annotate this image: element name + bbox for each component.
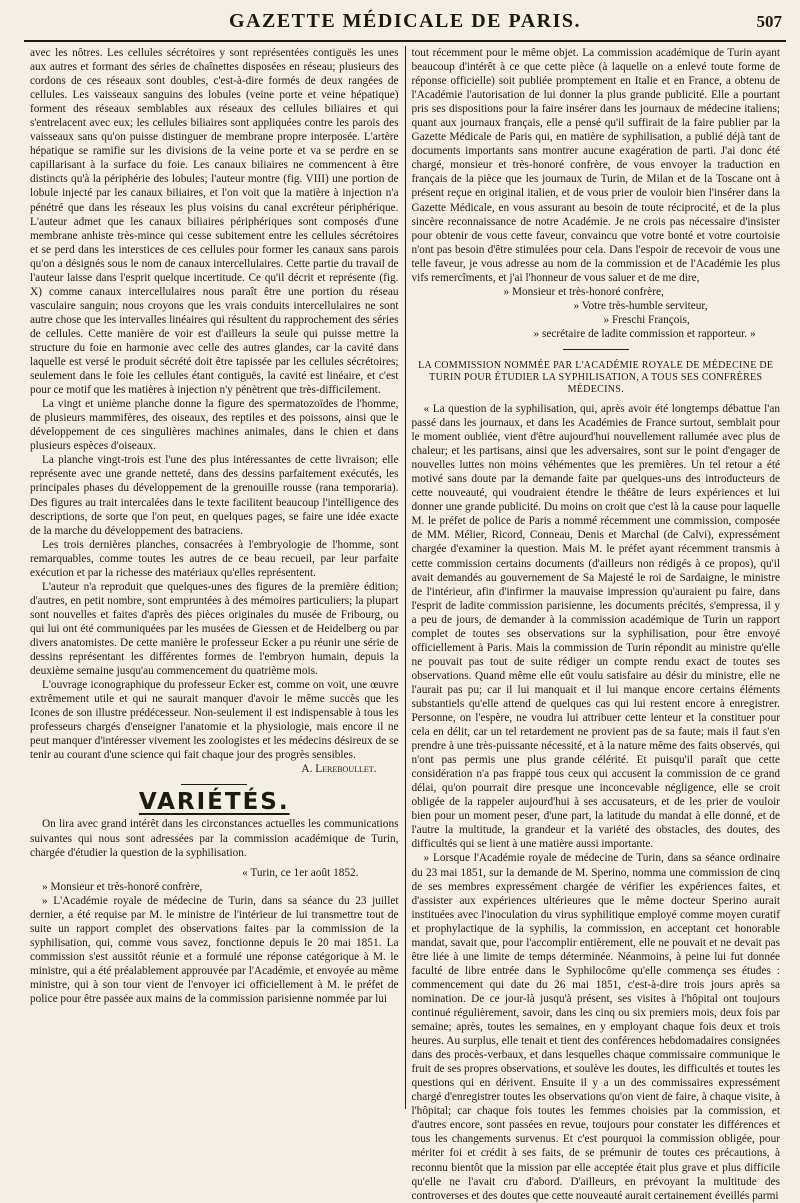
journal-title: GAZETTE MÉDICALE DE PARIS. (228, 10, 582, 32)
page-header (24, 0, 786, 42)
letter-continuation: tout récemment pour le même objet. La commission académique de Turin ayant beaucoup d'intérêt à ce que cette pièce (à laquelle on a enlevé toute forme de réponse officielle) soit publiée promptement en Italie et en France, a obtenu de l'Académie l'autorisation de lui donner la plus grande publicité. Elle a pourtant pris ses dispositions pour la faire insérer dans les journaux de médecine italiens; quant aux journaux français, elle a pensé qu'il suffirait de la faire publier par la Gazette Médicale de Paris qui, en matière de syphilisation, a publié déjà tant de documents importants sans montrer aucune exagération de parti. J'ai donc été chargé, monsieur et très-honoré confrère, de vous envoyer la traduction en français de la pièce que les journaux de Turin, de Milan et de la Toscane ont à présent reçue en original italien, et de vous prier de vouloir bien l'insérer dans la Gazette Médicale, en vous assurant au besoin de toute réciprocité, et de la plus sincère reconnaissance de notre Académie. Je ne crois pas nécessaire d'insister pour obtenir de vous cette faveur, convaincu que votre bonté et votre courtoisie n'ont pas besoin d'être stimulées pour cela. Dans l'espoir de recevoir de vous une telle faveur, je vous adresse au nom de la commission et de l'Académie les plus vifs remercîments, et j'ai l'honneur de vous saluer et de me dire, (411, 47, 780, 284)
letter-servant: » Votre très-humble serviteur, (573, 299, 708, 312)
text-columns (24, 46, 786, 1202)
right-column (406, 46, 787, 1202)
letter-dateline: « Turin, ce 1er août 1852. (242, 866, 359, 879)
paragraph: Les trois dernières planches, consacrées à l'embryologie de l'homme, sont remarquables, comme toutes les autres de ce beau recueil, par leur parfaite exécution et par la richesse des matériaux qu'elles représentent. (30, 538, 399, 579)
paragraph: La vingt et unième planche donne la figure des spermatozoïdes de l'homme, de plusieurs mammifères, des oiseaux, des reptiles et des poissons, ainsi que le développement de ces singulières machines animales, dans le chien et dans plusieurs espèces d'oiseaux. (30, 398, 399, 453)
paragraph: La planche vingt-trois est l'une des plus intéressantes de cette livraison; elle représente avec une grande netteté, dans des dessins parfaitement exécutés, les principales phases du développement de la grenouille rousse (rana temporaria). Des figures au trait intercalées dans le texte facilitent beaucoup l'intelligence des descriptions, de sorte que l'on peut, en quelques pages, se faire une idée exacte de la marche du développement des batraciens. (30, 454, 399, 537)
divider (181, 784, 247, 785)
section-title: VARIÉTÉS. (138, 789, 290, 816)
letter-closing: » Monsieur et très-honoré confrère, (503, 285, 664, 298)
page-number: 507 (756, 12, 782, 31)
paragraph: L'auteur n'a reproduit que quelques-unes des figures de la première édition; d'autres, en petit nombre, sont empruntées à des mémoires particuliers; la plupart sont nouvelles et faites d'après des pièces originales du musée de Fribourg, ou qui lui ont été communiquées par les musées de Giessen et de Heidelberg ou par divers anatomistes. De cette manière le professeur Ecker a pu réunir une série de dessins représentant les différentes formes de l'embryon humain, depuis la deuxième semaine jusqu'au commencement du quatrième mois. (30, 580, 399, 678)
intro-paragraph: On lira avec grand intérêt dans les circonstances actuelles les communications suivantes qui nous sont adressées par la commission académique de Turin, chargée d'étudier la question de la syphilisation. (30, 818, 399, 859)
paragraph: « La question de la syphilisation, qui, après avoir été longtemps débattue l'an passé dans les journaux, et dans les Académies de France surtout, semblait pour le moment oubliée, vient d'être aujourd'hui nouvellement rallumée avec plus de chaleur; et les partisans, ainsi que les adversaires, sont sur le point d'engager de nouvelles luttes non moins véhémentes que les premières. Un tel retour a été motivé sans doute par la demande faite par quelques-uns des introducteurs de cette nouveauté, qui voudraient étendre le théâtre de leurs expériences et lui donner une grande publicité. Du moins on croit que c'est là la cause pour laquelle M. le préfet de police de Paris a nommé récemment une commission, composée de MM. Mélier, Ricord, Conneau, Denis et Marchal (de Calvi), expressément chargée d'examiner la question. Mais M. le préfet ayant récemment transmis à cette commission certains documents (d'ailleurs non rédigés à ce propos), qu'il avait demandés au gouvernement de Sa Majesté le roi de Sardaigne, le ministre de l'intérieur, afin d'infirmer la mauvaise impression qu'auraient pu faire, dans l'esprit de ladite commission parisienne, les documents précités, s'empressa, il y a peu de jours, de demander à la commission académique de Turin un rapport complet de toutes ses observations sur la syphilisation, pour être envoyé officiellement à Paris. Mais la commission de Turin répondit au ministre qu'elle ne pouvait pas tout de suite rédiger un compte rendu exact de toutes ses observations. Quand même elle eût voulu satisfaire au désir du ministre, elle ne l'aurait pas pu; car il lui manquait et il lui manque encore certains éléments substantiels qu'elle attend de quelques cas qui lui restent encore à enregistrer. Personne, on l'espère, ne voudra lui attribuer cette lenteur et la constituer pour cela en délit, car un tel retardement ne provient pas de sa faute; mais il faut s'en prendre à une très-puissante nécessité, et à la nature même des faits observés, qui n'ont pas permis une plus grande célérité. Et puisqu'il paraît que cette considération n'a pas frappé tous ceux qui accusent la commission de ce grand délai, qu'on pourrait dire presque une inconcevable négligence, elle se croit obligée de la rappeler aujourd'hui à ses accusateurs, et de les prier de vouloir bien pour un moment peser, d'une part, la latitude du mandat à elle donné, et de l'autre la multitude, la grandeur et la variété des obstacles, des doutes, des difficultés qui se lient à une matière aussi importante. (411, 402, 780, 851)
commission-heading: LA COMMISSION NOMMÉE PAR L'ACADÉMIE ROYALE DE MÉDECINE DE TURIN POUR ÉTUDIER LA SYPHILISATION, A TOUS SES CONFRÈRES MÉDECINS. (418, 359, 774, 395)
paragraph: L'ouvrage iconographique du professeur Ecker est, comme on voit, une œuvre extrêmement utile et qui ne saurait manquer d'avoir le même succès que les Icones de son illustre prédécesseur. Non-seulement il est indispensable à tous les professeurs chargés d'enseigner l'anatomie et la physiologie, mais encore il ne peut manquer d'intéresser vivement les zoologistes et les médecins désireux de se tenir au courant d'une science qui fait chaque jour des progrès sensibles. (30, 679, 399, 762)
letter-signer: » Freschi François, (603, 313, 690, 326)
paragraph: avec les nôtres. Les cellules sécrétoires y sont représentées contiguës les unes aux autres et formant des séries de chaînettes disposées en réseau; plusieurs des cordons de ces réseaux sont doubles, c'est-à-dire formés de deux rangées de cellules. Les vaisseaux sanguins des lobules (veine porte et veine hépatique) forment des réseaux semblables aux réseaux des cellules biliaires et qui s'entrelacent avec eux; les cellules biliaires sont appliquées contre les parois des vaisseaux sans qu'on puisse distinguer de membrane propre interposée. L'artère hépatique se ramifie sur les divisions de la veine porte et va se perdre en se capillarisant à la surface du foie. Les canaux biliaires ne commencent à être distincts qu'à la périphérie des lobules; l'auteur montre (fig. VIII) une portion de lobule injecté par les canaux biliaires, et l'on voit que la matière à injection n'a pénétré que dans les réseaux les plus voisins du canal excréteur périphérique. L'auteur admet que les canaux biliaires périphériques sont composés d'une membrane anhiste très-mince qui cesse subitement entre les cellules sécrétoires et se perd dans les interstices de ces cellules pour former les canaux sans parois qu'on a désignés sous le nom de canaux intercellulaires. Cette partie du travail de l'auteur laisse dans l'esprit quelque incertitude. Ce qu'il décrit et représente (fig. X) comme canaux intercellulaires nous paraît être une portion du réseau vasculaire sanguin; nous croyons que les vrais conduits intercellulaires ne sont autre chose que les intervalles linéaires qui résultent du rapprochement des séries de cellules. Cette manière de voir est d'ailleurs la seule qui puisse mettre la structure du foie en harmonie avec celle des autres glandes, car la cavité dans laquelle est versé le produit sécrété doit être tapissée par les cellules sécrétoires; seulement dans le foie les cellules étant contiguës, la cavité est linéaire, et c'est pour ce motif que les matières à injection n'y pénètrent que très-difficilement. (30, 47, 399, 397)
left-column (24, 46, 405, 1109)
letter-paragraph: » L'Académie royale de médecine de Turin, dans sa séance du 23 juillet dernier, a été requise par M. le ministre de l'intérieur de lui transmettre tout de suite un rapport complet des observations faites par la commission de la syphilisation, qui, comme vous savez, fonctionne depuis le 20 mai 1851. La commission s'est aussitôt réunie et a formulé une réponse catégorique à M. le ministre, qui a été préalablement approuvée par l'Académie, et envoyée au même ministre, qui à son tour vient de l'envoyer ici officiellement à M. le préfet de police pour être passée aux mains de la commission parisienne nommée par lui (30, 894, 399, 1006)
review-signature: A. Lereboullet. (301, 763, 377, 776)
letter-signer-role: » secrétaire de ladite commission et rapporteur. » (533, 327, 756, 340)
letter-salutation: » Monsieur et très-honoré confrère, (42, 880, 203, 893)
divider (563, 349, 629, 350)
paragraph: » Lorsque l'Académie royale de médecine de Turin, dans sa séance ordinaire du 23 mai 1851, sur la demande de M. Sperino, nomma une commission de cinq de ses membres expressément chargée de vérifier les expériences faites, et d'assister aux expériences ultérieures que le même docteur Sperino aurait instituées avec l'inoculation du virus syphilitique employé comme moyen curatif et prophylactique de la syphilis, la commission, en acceptant cet honorable mandat, savait que, pour l'accomplir entièrement, elle ne pouvait et ne devait pas être liée à une limite de temps déterminée. Néanmoins, à peine lui fut donnée faculté de libre entrée dans le Syphilocôme qu'elle commença ses études : commencement qui date du 26 mai 1851, c'est-à-dire trois jours après sa nomination. De ce jour-là jusqu'à présent, ses visites à l'hôpital ont toujours continué régulièrement, savoir, dans les cinq ou six premiers mois, deux fois par semaine; après, toutes les semaines, en y employant chaque fois deux et trois heures. Au surplus, elle tenait et tient des conférences hebdomadaires consignées dans des procès-verbaux, et dans lesquelles chaque commissaire communique le fruit de ses propres observations, et soulève les doutes, les difficultés et toutes les questions qui en dérivent. Ensuite il y a un des commissaires expressément chargé d'enregistrer toutes les observations qu'on vient de faire, à chaque visite, à l'hôpital; car chaque fois toutes les femmes choisies par la commission, et d'autres encore, sont passées en revue, toujours pour constater les différences et tous les changements survenus. Et c'est pourquoi la commission obligée, pour mériter foi et crédit à ses faits, de se prémunir de toutes ces précautions, à reconnu bientôt que la mission par elle acceptée était plus grave et plus difficile qu'elle ne l'avait cru d'abord. D'ailleurs, en prévoyant la multitude des controverses et des doutes que cette nouveauté aurait certainement éveillés parmi (411, 852, 780, 1202)
